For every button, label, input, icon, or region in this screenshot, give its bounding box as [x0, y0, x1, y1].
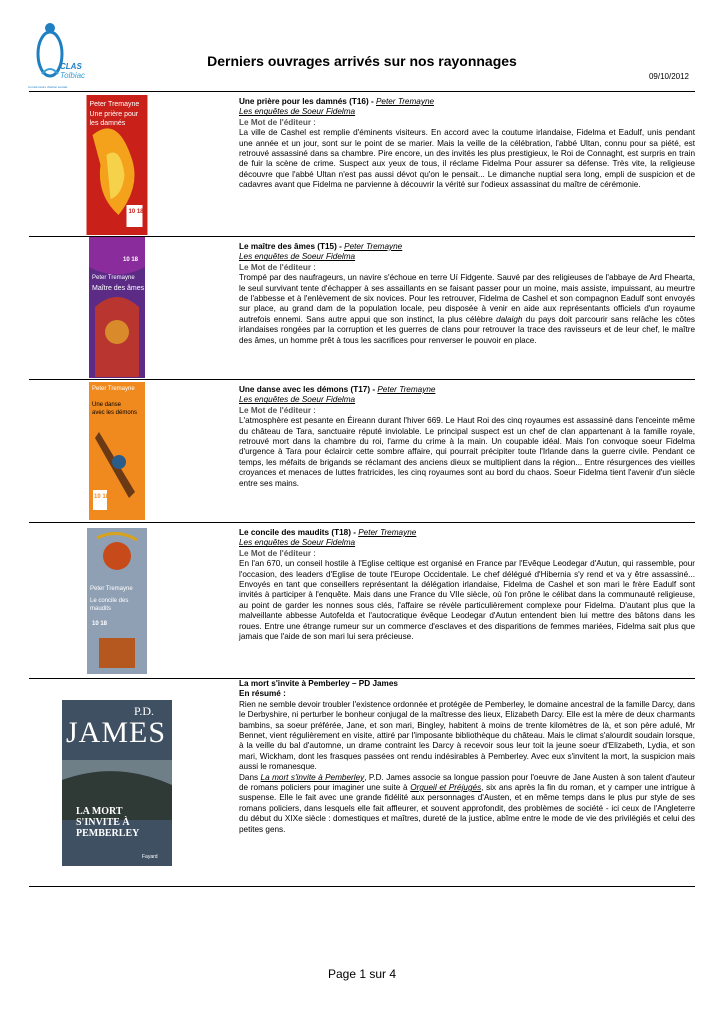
book-cover[interactable]	[62, 700, 172, 866]
book-cover[interactable]	[89, 382, 145, 520]
page-number: Page 1 sur 4	[327, 967, 397, 981]
cover-author: Peter Tremayne	[92, 386, 135, 392]
book-series-link[interactable]: Les enquêtes de Soeur Fidelma	[239, 252, 356, 262]
book-entry	[29, 91, 695, 236]
title-separator: -	[368, 97, 376, 106]
section-label: Le Mot de l'éditeur	[239, 405, 312, 415]
cover-title: Une prière pour	[89, 111, 139, 118]
book-list	[29, 91, 695, 890]
book-summary	[239, 273, 695, 346]
section-label: En résumé :	[239, 689, 286, 699]
label-colon: :	[311, 117, 316, 127]
section-label: Le Mot de l'éditeur	[239, 548, 312, 558]
summary-part: du pays doit parcourir sans relâche les côtes irlandaises rongées par la corruption et les guerres de clans pour retrouver la trace des ravisseurs et de leur chef, le maître des âmes, un homme prêt à tous les sacrifices pour renverser le pouvoir en place.	[239, 314, 695, 345]
cover-author: Peter Tremayne	[92, 275, 135, 281]
cover-author: P.D.	[134, 704, 155, 718]
book-summary: En l'an 670, un conseil hostile à l'Eglise celtique est organisé en France par l'Evêque Leodegar d'Autun, qui rassemble, pour l'occasion, des leaders d'Eglise de toute l'Europe Occidentale. Le chef délégué d'Hibernia s'y rend et va y être assassiné... Envoyés en tant que conseillers représentant la délégation irlandaise, Fidelma de Cashel et son mari le frère Eadulf sont invités à participer à l'enquête. Mais dans une France du VIIe siècle, où l'on prône le célibat dans la communauté religieuse, au point de garder les nonnes sous clés, l'affaire se révèle particulièrement complexe pour Fidelma. D'autant plus que la malveillante abbesse Autofelda et l'autocratique évêque Leodegar d'Autun entendent bien lui mettre des bâtons dans les roues. Entre une étrange rumeur sur un commerce d'esclaves et des disparitions de femmes mariées, Fidelma sait plus que jamais que l'aide de son mari lui sera précieuse.	[239, 559, 695, 642]
book-cover[interactable]	[89, 237, 145, 378]
book-author-link[interactable]: Peter Tremayne	[377, 385, 436, 394]
book-entry	[29, 678, 695, 890]
page-date: 09/10/2012	[648, 72, 689, 81]
cover-title: Le concile des	[90, 598, 129, 604]
cover-title-2: avec les démons	[92, 410, 138, 416]
summary-paragraph: Rien ne semble devoir troubler l'existence ordonnée et protégée de Pemberley, le domaine ancestral de la famille Darcy, dans le Derbyshire, ni perturber le bonheur conjugal de la maîtresse des lieux, Elizabeth Darcy. Elle est la mère de deux charmants bambins, sa soeur préférée, Jane, et son mari, Bingley, habitent à moins de trente kilomètres de là, et son père adulé, Mr Bennet, vient régulièrement en visite, attiré par l'imposante bibliothèque du château. Mais le climat s'alourdit soudain lorsque, à la veille du bal d'automne, un drame contraint les Darcy à recevoir sous leur toit la jeune soeur d'Elizabeth, Lydia, et son mari, Wickham, dont les frasques passées ont rendu indésirables à Pemberley. Avec eux s'invitent la mort, la suspicion mais aussi le romanesque.	[239, 699, 695, 772]
book-summary	[239, 700, 695, 835]
cover-author: Peter Tremayne	[89, 101, 140, 108]
book-title: Une danse avec les démons (T17)	[239, 385, 371, 394]
book-text	[239, 97, 695, 191]
book-summary: La ville de Cashel est remplie d'éminents visiteurs. En accord avec la coutume irlandaise, Fidelma et Eadulf, unis pendant une année et un jour, sont sur le point de se marier. Mais la veille de la célébration, l'abbé Ultan, connu pour sa piété, est retrouvé assassiné dans sa chambre. Pire encore, un des invités les plus prestigieux, le Roi de Connaght, est surpris en train de fuir la scène de crime. Suspect aux yeux de tous, il réclame Fidelma Pour assurer sa défense. Très vite, la religieuse découvre que l'abbé Ultan n'est pas aussi dévot qu'on le pensait... Le dimanche nuptial sera long, empli de suspicion et de cadavres avant que Fidelma ne parvienne à découvrir la vérité sur l'odieux assassinat du maître de cérémonie.	[239, 128, 695, 190]
cover-collection: 10 18	[92, 621, 108, 627]
title-separator: -	[336, 242, 345, 251]
book-entry	[29, 236, 695, 379]
book-author-link[interactable]: Peter Tremayne	[344, 242, 403, 251]
book-text	[239, 679, 695, 835]
summary-italic: dalaigh	[496, 314, 523, 324]
cover-collection: 10 18	[123, 257, 139, 263]
book-cover[interactable]	[87, 528, 147, 674]
book-title: Le concile des maudits (T18)	[239, 528, 351, 537]
book-author-link[interactable]: Peter Tremayne	[375, 97, 435, 106]
book-text	[239, 242, 695, 346]
logo-name: CLAS	[60, 62, 82, 71]
summary-part: , P.D. James associe sa longue passion pour l'oeuvre de Jane Austen à son talent d'auteur de romans policiers pour imaginer une suite à	[239, 772, 695, 793]
bottom-rule	[29, 886, 695, 887]
book-entry	[29, 522, 695, 678]
cover-author-surname: JAMES	[66, 716, 167, 749]
cover-publisher: Fayard	[142, 854, 158, 860]
clas-logo	[28, 14, 88, 89]
cover-title-2: maudits	[90, 606, 112, 612]
book-text	[239, 385, 695, 489]
label-colon: :	[311, 548, 316, 558]
section-label: Le Mot de l'éditeur	[239, 262, 312, 272]
title-separator: -	[370, 385, 378, 394]
book-title-reference: La mort s'invite à Pemberley	[260, 772, 365, 782]
book-title: Une prière pour les damnés (T16)	[239, 97, 369, 106]
book-summary: L'atmosphère est pesante en Éireann durant l'hiver 669. Le Haut Roi des cinq royaumes est assassiné dans l'enceinte même du château de Tara, sanctuaire réputé inviolable. Le principal suspect est un chef de clan appartenant à la famille royale, retrouvé mort dans la chambre du roi, l'arme du crime à la main. Un coupable idéal. Mais l'on convoque soeur Fidelma d'urgence à Tara pour éclaircir cette sombre affaire, qui pourrait précipiter toute l'Irlande dans la guerre civile. Pendant ce temps, les méfaits de brigands se réclamant des anciens dieux se multiplient dans la région... Entre résurgences des vieilles croyances et menaces de luttes fratricides, les cinq royaumes sont au bord du chaos. Soeur Fidelma tient l'avenir d'un siècle entre ses mains.	[239, 416, 695, 488]
section-label: Le Mot de l'éditeur	[239, 117, 312, 127]
summary-part: , six ans après la fin du roman, et y camper une intrigue à suspense. Elle le fait avec une grande fidélité aux personnages d'Austen, et en même temps dans le plus pur style de ses romans policiers, dans lesquels elle fait affleurer, et souvent approfondit, des problèmes de société - ici ceux de l'Angleterre du début du XIXe siècle : domestiques et maîtres, dureté de la justice, abîme entre le mode de vie des privilégiés et celui des petites gens.	[239, 783, 695, 834]
title-separator: -	[350, 528, 359, 537]
cover-collection: 10 18	[94, 494, 110, 500]
book-title: Le maître des âmes (T15)	[239, 242, 337, 251]
cover-author: Peter Tremayne	[90, 586, 133, 592]
cover-title: LA MORT	[76, 806, 123, 817]
book-series-link[interactable]: Les enquêtes de Soeur Fidelma	[239, 395, 356, 405]
cover-title: Une danse	[92, 402, 122, 408]
book-author-link[interactable]: Peter Tremayne	[358, 528, 417, 537]
book-series-link[interactable]: Les enquêtes de Soeur Fidelma	[239, 538, 356, 548]
label-colon: :	[311, 262, 316, 272]
book-cover[interactable]	[87, 95, 148, 235]
summary-part: Trompé par des naufrageurs, un navire s'échoue en terre Uí Fidgente. Sauvé par des religieuses de l'abbaye de Ard Fhearta, le seul survivant tente d'échapper à ses assaillants en se faisant passer pour un moine, mais assiste, impuissant, au meurtre de l'abbesse et à l'enlèvement de six novices. Pour les retrouver, Fidelma de Cashel et son compagnon Eadulf sont envoyés sur place, au grand dam de la population locale, peu disposée à venir en aide aux représentants officiels d'un royaume autrefois ennemi. Sans autre appui que son instinct, la plus célèbre	[239, 273, 695, 324]
cover-title-2: les damnés	[89, 120, 126, 127]
page-title: Derniers ouvrages arrivés sur nos rayonnages	[207, 53, 517, 69]
book-text	[239, 528, 695, 642]
cover-collection: 10 18	[128, 209, 144, 215]
logo-subname: Tolbiac	[60, 71, 86, 80]
book-title: La mort s'invite à Pemberley – PD James	[239, 679, 398, 688]
summary-paragraph	[239, 773, 695, 835]
book-entry	[29, 379, 695, 522]
logo-tagline: Comité loisirs d'action sociale	[28, 85, 68, 89]
cover-title-3: PEMBERLEY	[76, 828, 140, 839]
summary-part: Dans	[239, 772, 261, 782]
cover-title: Maître des âmes	[92, 285, 145, 292]
book-title-reference: Orgueil et Préjugés	[410, 783, 482, 793]
label-colon: :	[311, 405, 316, 415]
cover-title-2: S'INVITE À	[76, 817, 130, 828]
book-series-link[interactable]: Les enquêtes de Soeur Fidelma	[239, 107, 356, 117]
